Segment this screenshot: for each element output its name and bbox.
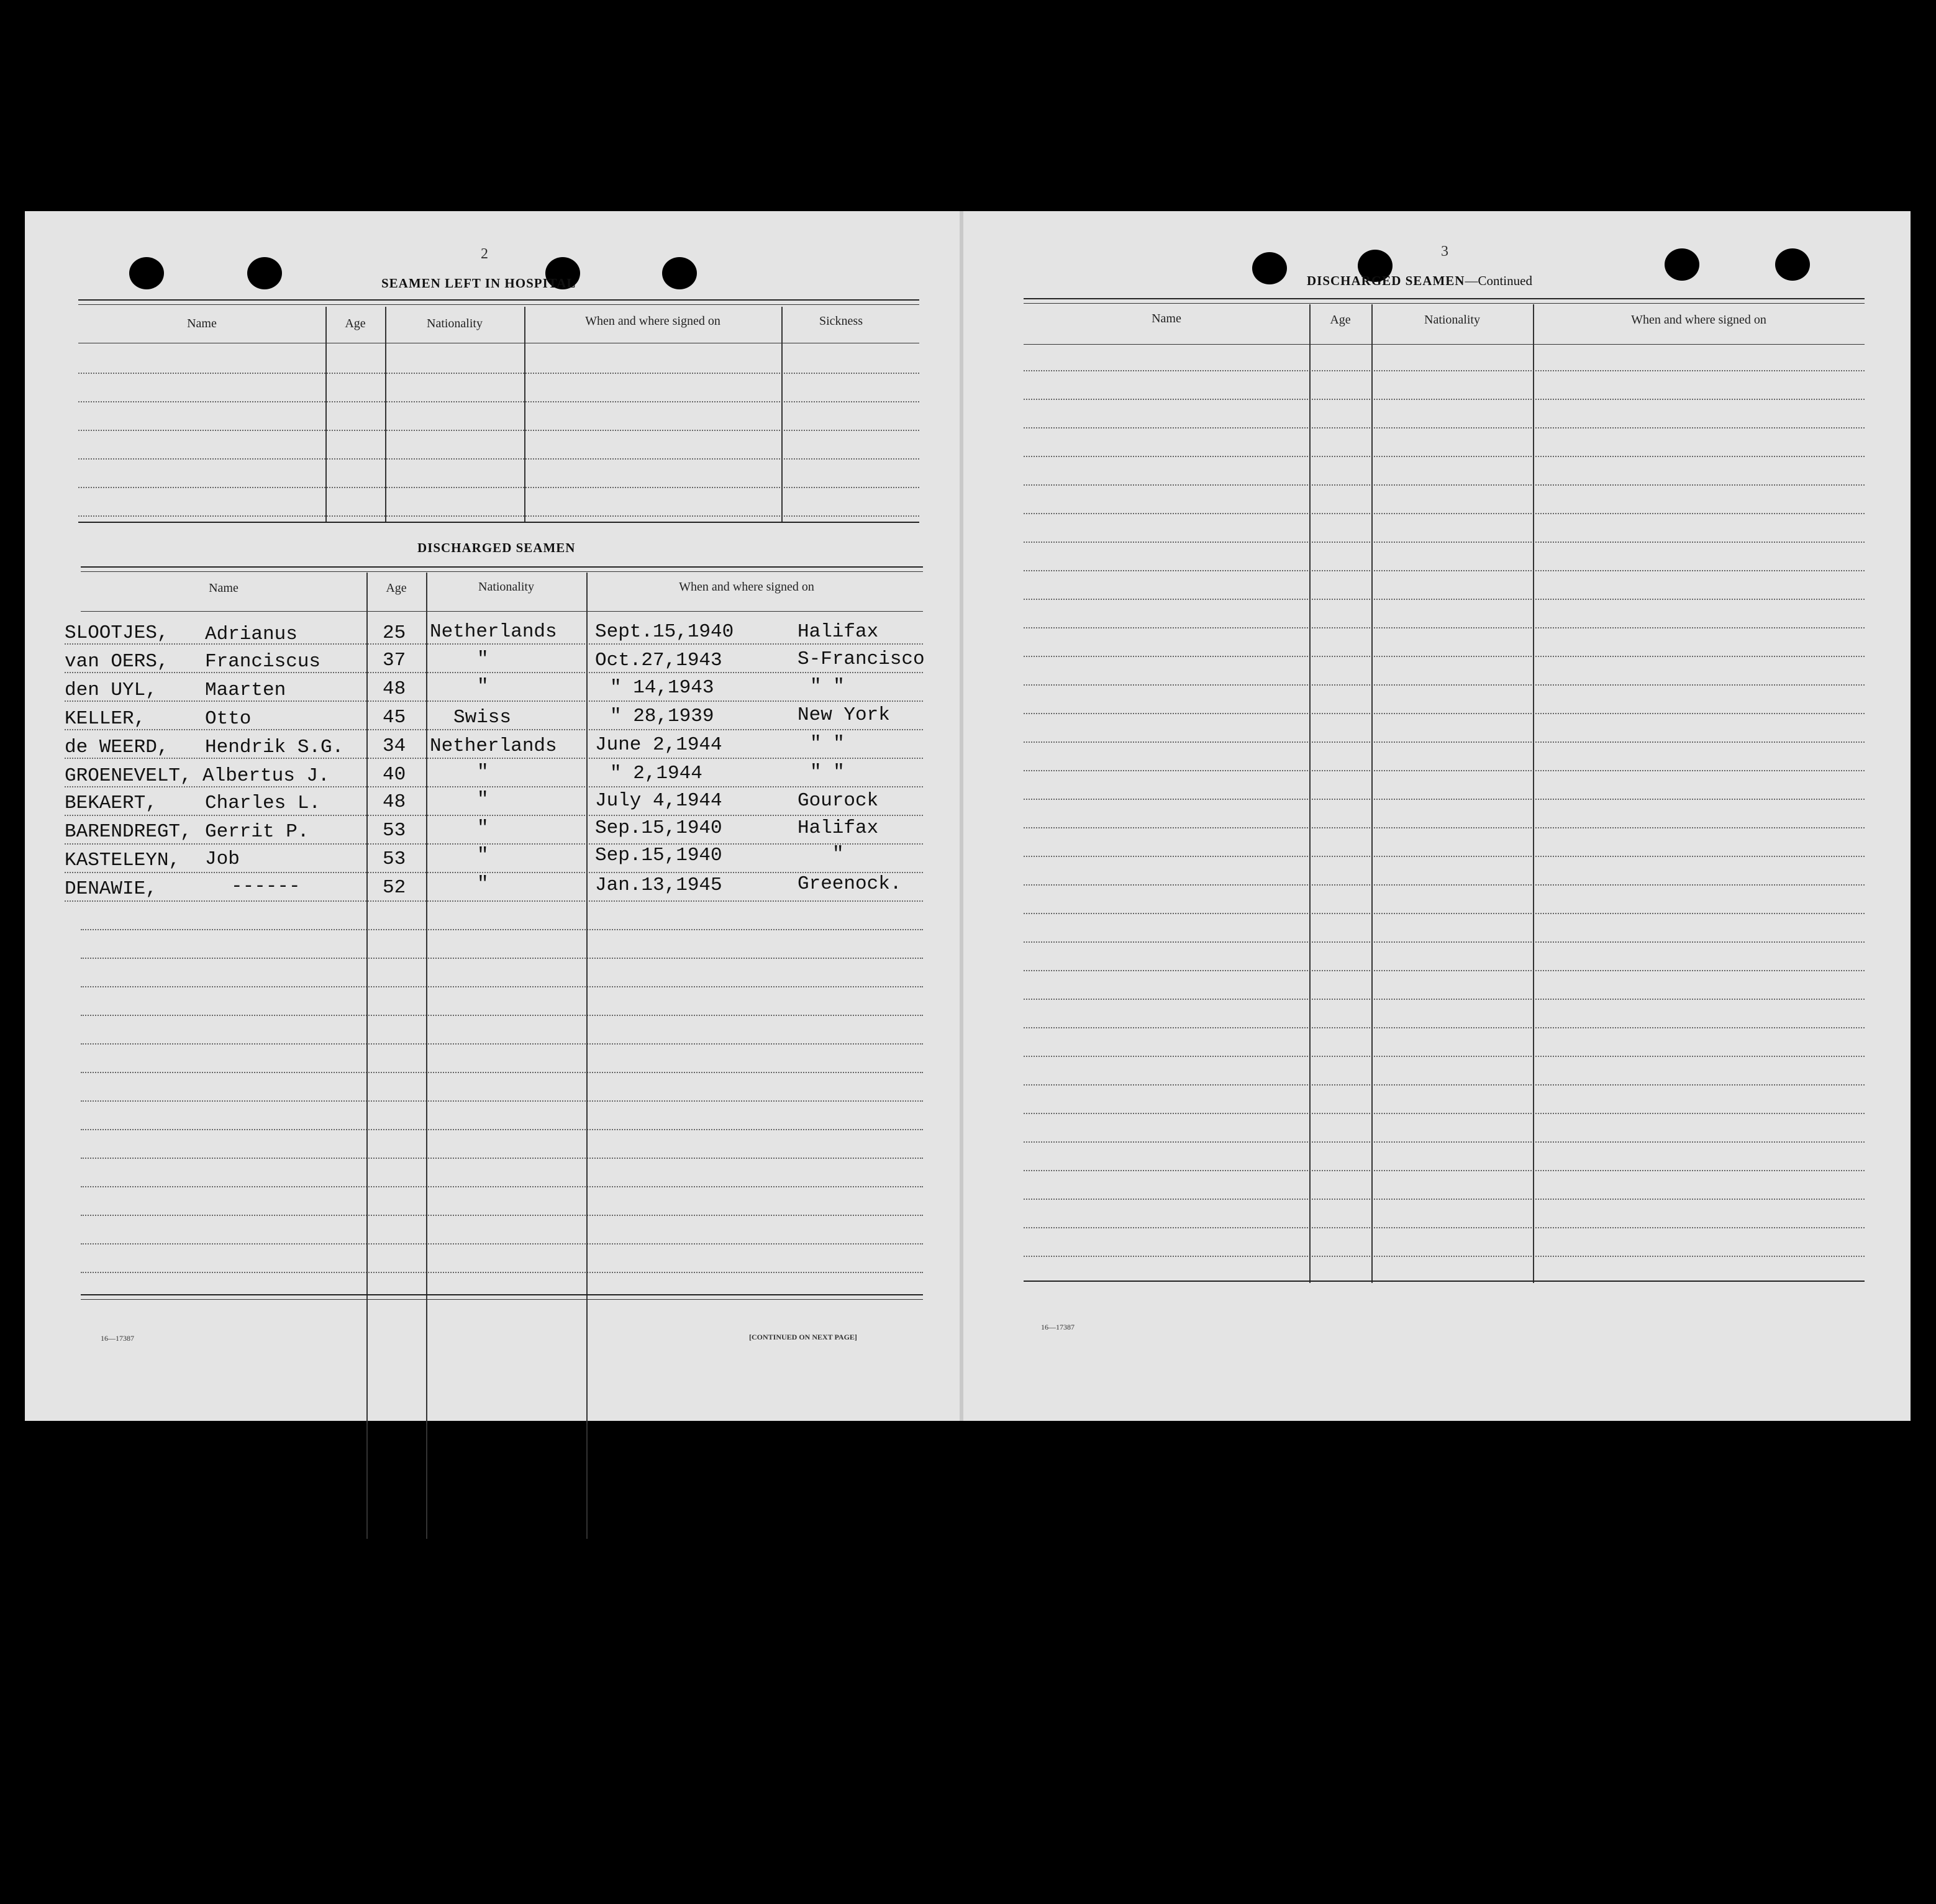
signed-on-date: June 2,1944 bbox=[595, 734, 722, 756]
row-line bbox=[1024, 599, 1865, 600]
given-name: Otto bbox=[205, 708, 252, 730]
nationality: " bbox=[477, 817, 489, 839]
punch-hole bbox=[1775, 248, 1810, 281]
column-header-age: Age bbox=[386, 581, 407, 595]
row-line bbox=[1024, 970, 1865, 971]
given-name: ------ bbox=[231, 876, 301, 897]
row-line bbox=[78, 515, 919, 517]
page-number: 3 bbox=[1441, 243, 1448, 260]
surname: KELLER, bbox=[65, 708, 146, 730]
section-title-main: DISCHARGED SEAMEN bbox=[1307, 273, 1465, 288]
column-header-age: Age bbox=[345, 317, 366, 330]
row-line bbox=[1024, 770, 1865, 771]
nationality: " bbox=[477, 789, 489, 810]
signed-on-place: Gourock bbox=[798, 790, 879, 812]
age: 48 bbox=[383, 791, 406, 813]
row-line bbox=[81, 1100, 923, 1102]
age: 48 bbox=[383, 678, 406, 700]
nationality: " bbox=[477, 648, 489, 670]
surname: BEKAERT, bbox=[65, 792, 157, 814]
row-line bbox=[1024, 484, 1865, 486]
column-header-age: Age bbox=[1330, 313, 1351, 327]
row-line bbox=[1024, 799, 1865, 800]
nationality: Swiss bbox=[453, 707, 512, 728]
given-name: Job bbox=[205, 848, 240, 870]
row-line bbox=[1024, 713, 1865, 714]
page-number: 2 bbox=[481, 246, 488, 262]
column-header-name: Name bbox=[1152, 312, 1181, 325]
column-divider bbox=[385, 307, 386, 522]
nationality: " bbox=[477, 761, 489, 783]
row-line bbox=[1024, 513, 1865, 514]
punch-hole bbox=[662, 257, 697, 289]
rule bbox=[78, 299, 919, 301]
page-fold bbox=[960, 211, 963, 1421]
nationality: Netherlands bbox=[430, 735, 557, 757]
row-line bbox=[1024, 827, 1865, 828]
age: 40 bbox=[383, 764, 406, 786]
signed-on-date: " 2,1944 bbox=[610, 763, 702, 784]
row-line bbox=[78, 487, 919, 488]
given-name: Charles L. bbox=[205, 792, 321, 814]
row-line bbox=[81, 1186, 923, 1187]
row-line bbox=[1024, 1141, 1865, 1143]
column-header-signed-on: When and where signed on bbox=[585, 314, 720, 328]
row-line bbox=[1024, 741, 1865, 743]
age: 53 bbox=[383, 848, 406, 870]
row-line bbox=[1024, 941, 1865, 943]
row-line bbox=[78, 401, 919, 402]
given-name: Hendrik S.G. bbox=[205, 737, 344, 758]
row-line bbox=[1024, 656, 1865, 657]
surname: de WEERD, bbox=[65, 737, 169, 758]
row-line bbox=[1024, 1113, 1865, 1114]
punch-hole bbox=[247, 257, 282, 289]
column-divider bbox=[1309, 304, 1311, 1283]
row-line bbox=[1024, 542, 1865, 543]
row-line bbox=[65, 815, 923, 816]
signed-on-place: New York bbox=[798, 704, 890, 726]
row-line bbox=[1024, 1027, 1865, 1028]
row-line bbox=[65, 758, 923, 759]
age: 37 bbox=[383, 650, 406, 671]
signed-on-place: Halifax bbox=[798, 817, 879, 839]
row-line bbox=[81, 958, 923, 959]
column-divider bbox=[524, 307, 525, 522]
surname: SLOOTJES, bbox=[65, 622, 169, 644]
age: 53 bbox=[383, 820, 406, 841]
row-line bbox=[1024, 684, 1865, 686]
section-bottom-rule bbox=[1024, 1281, 1865, 1282]
signed-on-date: Oct.27,1943 bbox=[595, 650, 722, 671]
signed-on-date: " 28,1939 bbox=[610, 705, 714, 727]
row-line bbox=[81, 1043, 923, 1045]
section-title: DISCHARGED SEAMEN bbox=[417, 540, 576, 555]
nationality: " bbox=[477, 845, 489, 866]
signed-on-date: Jan.13,1945 bbox=[595, 874, 722, 896]
header-rule bbox=[81, 611, 923, 612]
given-name: Gerrit P. bbox=[205, 821, 309, 843]
signed-on-date: July 4,1944 bbox=[595, 790, 722, 812]
row-line bbox=[1024, 884, 1865, 886]
row-line bbox=[81, 1072, 923, 1073]
row-line bbox=[1024, 399, 1865, 400]
row-line bbox=[81, 929, 923, 930]
signed-on-place: Greenock. bbox=[798, 873, 902, 895]
punch-hole bbox=[1252, 252, 1287, 284]
row-line bbox=[81, 1272, 923, 1273]
punch-hole bbox=[1665, 248, 1699, 281]
column-header-sickness: Sickness bbox=[819, 314, 863, 328]
row-line bbox=[81, 1243, 923, 1244]
column-divider bbox=[366, 573, 368, 1539]
signed-on-date: Sep.15,1940 bbox=[595, 817, 722, 839]
signed-on-date: Sept.15,1940 bbox=[595, 621, 734, 643]
signed-on-place: Halifax bbox=[798, 621, 879, 643]
given-name: Maarten bbox=[205, 679, 286, 701]
rule bbox=[78, 304, 919, 305]
section-bottom-rule bbox=[81, 1299, 923, 1300]
section-title: SEAMEN LEFT IN HOSPITAL bbox=[381, 276, 576, 291]
column-header-name: Name bbox=[187, 317, 217, 330]
row-line bbox=[81, 1158, 923, 1159]
surname: den UYL, bbox=[65, 679, 157, 701]
header-rule bbox=[1024, 344, 1865, 345]
row-line bbox=[65, 786, 923, 787]
column-header-nationality: Nationality bbox=[427, 317, 483, 330]
row-line bbox=[78, 373, 919, 374]
column-divider bbox=[1371, 304, 1373, 1283]
surname: DENAWIE, bbox=[65, 878, 157, 900]
given-name: Franciscus bbox=[205, 651, 321, 673]
column-divider bbox=[325, 307, 327, 522]
row-line bbox=[65, 729, 923, 730]
row-line bbox=[1024, 1256, 1865, 1257]
column-header-nationality: Nationality bbox=[1424, 313, 1480, 327]
surname: van OERS, bbox=[65, 651, 169, 673]
column-divider bbox=[426, 573, 427, 1539]
age: 34 bbox=[383, 735, 406, 757]
form-number: 16—17387 bbox=[1041, 1323, 1075, 1331]
row-line bbox=[1024, 1056, 1865, 1057]
given-name: Albertus J. bbox=[202, 765, 330, 787]
section-title-suffix: —Continued bbox=[1465, 273, 1532, 288]
row-line bbox=[65, 872, 923, 873]
signed-on-place: " " bbox=[810, 761, 845, 783]
age: 45 bbox=[383, 707, 406, 728]
signed-on-place: " bbox=[832, 843, 844, 865]
row-line bbox=[81, 1015, 923, 1016]
row-line bbox=[65, 900, 923, 902]
continued-note: [CONTINUED ON NEXT PAGE] bbox=[749, 1333, 857, 1341]
punch-hole bbox=[129, 257, 164, 289]
row-line bbox=[65, 700, 923, 702]
column-header-signed-on: When and where signed on bbox=[1631, 313, 1766, 327]
row-line bbox=[78, 430, 919, 431]
row-line bbox=[81, 986, 923, 987]
signed-on-place: " " bbox=[810, 676, 845, 697]
row-line bbox=[78, 458, 919, 460]
row-line bbox=[65, 843, 923, 845]
row-line bbox=[1024, 1199, 1865, 1200]
section-bottom-rule bbox=[81, 1294, 923, 1295]
nationality: Netherlands bbox=[430, 621, 557, 643]
age: 52 bbox=[383, 877, 406, 899]
signed-on-place: " " bbox=[810, 733, 845, 755]
section-bottom-rule bbox=[78, 522, 919, 523]
row-line bbox=[81, 1215, 923, 1216]
row-line bbox=[81, 1129, 923, 1130]
column-header-signed-on: When and where signed on bbox=[679, 580, 814, 594]
row-line bbox=[65, 643, 923, 645]
section-title bbox=[1307, 273, 1532, 289]
age: 25 bbox=[383, 622, 406, 644]
row-line bbox=[1024, 370, 1865, 371]
surname: KASTELEYN, bbox=[65, 850, 181, 871]
signed-on-place: S-Francisco bbox=[798, 648, 925, 670]
signed-on-date: Sep.15,1940 bbox=[595, 845, 722, 866]
surname: BARENDREGT, bbox=[65, 821, 192, 843]
row-line bbox=[1024, 856, 1865, 857]
row-line bbox=[1024, 570, 1865, 571]
rule bbox=[81, 566, 923, 568]
column-header-nationality: Nationality bbox=[478, 580, 534, 594]
surname: GROENEVELT, bbox=[65, 765, 192, 787]
row-line bbox=[1024, 427, 1865, 428]
rule bbox=[81, 571, 923, 572]
row-line bbox=[1024, 456, 1865, 457]
rule bbox=[1024, 298, 1865, 299]
nationality: " bbox=[477, 873, 489, 895]
row-line bbox=[1024, 913, 1865, 914]
column-divider bbox=[1533, 304, 1534, 1283]
row-line bbox=[1024, 627, 1865, 628]
form-number: 16—17387 bbox=[101, 1334, 134, 1343]
row-line bbox=[1024, 1084, 1865, 1086]
document-sheet bbox=[25, 211, 1911, 1421]
row-line bbox=[65, 672, 923, 673]
column-divider bbox=[586, 573, 588, 1539]
column-header-name: Name bbox=[209, 581, 239, 595]
row-line bbox=[1024, 1170, 1865, 1171]
column-divider bbox=[781, 307, 783, 522]
rule bbox=[1024, 303, 1865, 304]
signed-on-date: " 14,1943 bbox=[610, 677, 714, 699]
given-name: Adrianus bbox=[205, 623, 298, 645]
row-line bbox=[1024, 999, 1865, 1000]
row-line bbox=[1024, 1227, 1865, 1228]
nationality: " bbox=[477, 676, 489, 697]
